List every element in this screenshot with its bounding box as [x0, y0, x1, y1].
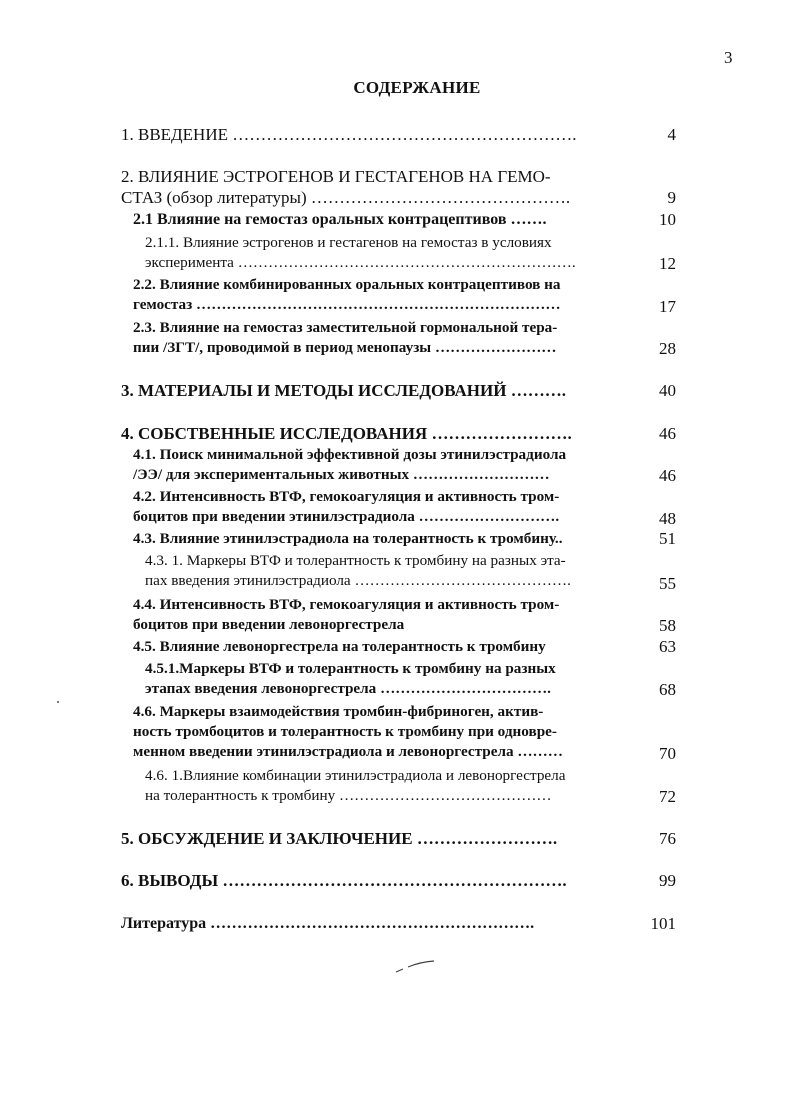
- scan-speck: [56, 700, 60, 704]
- toc-line: 5. ОБСУЖДЕНИЕ И ЗАКЛЮЧЕНИЕ …………………….: [121, 829, 558, 848]
- toc-line: этапах введения левоноргестрела …………………………….: [145, 680, 551, 697]
- toc-page: 51: [659, 529, 676, 548]
- toc-page: 63: [659, 637, 676, 656]
- toc-line: СТАЗ (обзор литературы) ……………………………………….: [121, 188, 571, 207]
- toc-page: 55: [659, 574, 676, 593]
- toc-page: 28: [659, 339, 676, 358]
- pen-stroke-mark: [394, 958, 438, 976]
- toc-page: 76: [659, 829, 676, 848]
- toc-line: Литература …………………………………………………….: [121, 915, 535, 932]
- toc-line: пах введения этинилэстрадиола …………………………………….: [145, 572, 571, 589]
- toc-page: 70: [659, 744, 676, 763]
- toc-line: боцитов при введении левоноргестрела: [133, 616, 405, 633]
- page-number: 3: [724, 48, 733, 67]
- toc-line: 4.2. Интенсивность ВТФ, гемокоагуляция и активность тром-: [133, 488, 560, 505]
- toc-line: 1. ВВЕДЕНИЕ …………………………………………………….: [121, 125, 577, 144]
- toc-page: 12: [659, 254, 676, 273]
- toc-line: 4. СОБСТВЕННЫЕ ИССЛЕДОВАНИЯ …………………….: [121, 424, 572, 443]
- toc-page: 17: [659, 297, 676, 316]
- toc-line: 4.5. Влияние левоноргестрела на толерантность к тромбину: [133, 638, 546, 655]
- toc-line: гемостаз ………………………………………………………………: [133, 296, 561, 313]
- page-title: СОДЕРЖАНИЕ: [353, 78, 481, 97]
- toc-page: 48: [659, 509, 676, 528]
- toc-line: 3. МАТЕРИАЛЫ И МЕТОДЫ ИССЛЕДОВАНИЙ ……….: [121, 381, 566, 400]
- toc-page: 72: [659, 787, 676, 806]
- toc-page: 101: [650, 914, 676, 933]
- toc-line: эксперимента ………………………………………………………….: [145, 254, 576, 271]
- toc-line: 2.2. Влияние комбинированных оральных контрацептивов на: [133, 276, 561, 293]
- toc-line: 2. ВЛИЯНИЕ ЭСТРОГЕНОВ И ГЕСТАГЕНОВ НА ГЕМО-: [121, 167, 551, 186]
- toc-line: 6. ВЫВОДЫ …………………………………………………….: [121, 871, 567, 890]
- toc-page: 68: [659, 680, 676, 699]
- toc-line: ность тромбоцитов и толерантность к тромбину при одновре-: [133, 723, 557, 740]
- toc-page: 46: [659, 466, 676, 485]
- toc-page: 4: [667, 125, 676, 144]
- toc-line: 4.6. Маркеры взаимодействия тромбин-фибриноген, актив-: [133, 703, 544, 720]
- toc-line: 4.4. Интенсивность ВТФ, гемокоагуляция и активность тром-: [133, 596, 560, 613]
- toc-line: на толерантность к тромбину ……………………………………: [145, 787, 552, 804]
- toc-line: 4.3. 1. Маркеры ВТФ и толерантность к тромбину на разных эта-: [145, 552, 566, 569]
- toc-line: 4.6. 1.Влияние комбинации этинилэстрадиола и левоноргестрела: [145, 767, 566, 784]
- toc-page: 10: [659, 210, 676, 229]
- toc-line: менном введении этинилэстрадиола и левоноргестрела ………: [133, 743, 563, 760]
- toc-line: 2.1 Влияние на гемостаз оральных контрацептивов …….: [133, 211, 547, 228]
- toc-page: 99: [659, 871, 676, 890]
- toc-line: пии /ЗГТ/, проводимой в период менопаузы ……………………: [133, 339, 557, 356]
- toc-page: 40: [659, 381, 676, 400]
- toc-line: /ЭЭ/ для экспериментальных животных ………………………: [133, 466, 550, 483]
- toc-line: 2.1.1. Влияние эстрогенов и гестагенов на гемостаз в условиях: [145, 234, 552, 251]
- toc-line: 4.1. Поиск минимальной эффективной дозы этинилэстрадиола: [133, 446, 567, 463]
- toc-line: 4.3. Влияние этинилэстрадиола на толерантность к тромбину..: [133, 530, 563, 547]
- toc-page: 58: [659, 616, 676, 635]
- toc-line: 2.3. Влияние на гемостаз заместительной гормональной тера-: [133, 319, 558, 336]
- toc-line: боцитов при введении этинилэстрадиола ……………………….: [133, 508, 560, 525]
- toc-line: 4.5.1.Маркеры ВТФ и толерантность к тромбину на разных: [145, 660, 556, 677]
- toc-page: 9: [667, 188, 676, 207]
- toc-page: 46: [659, 424, 676, 443]
